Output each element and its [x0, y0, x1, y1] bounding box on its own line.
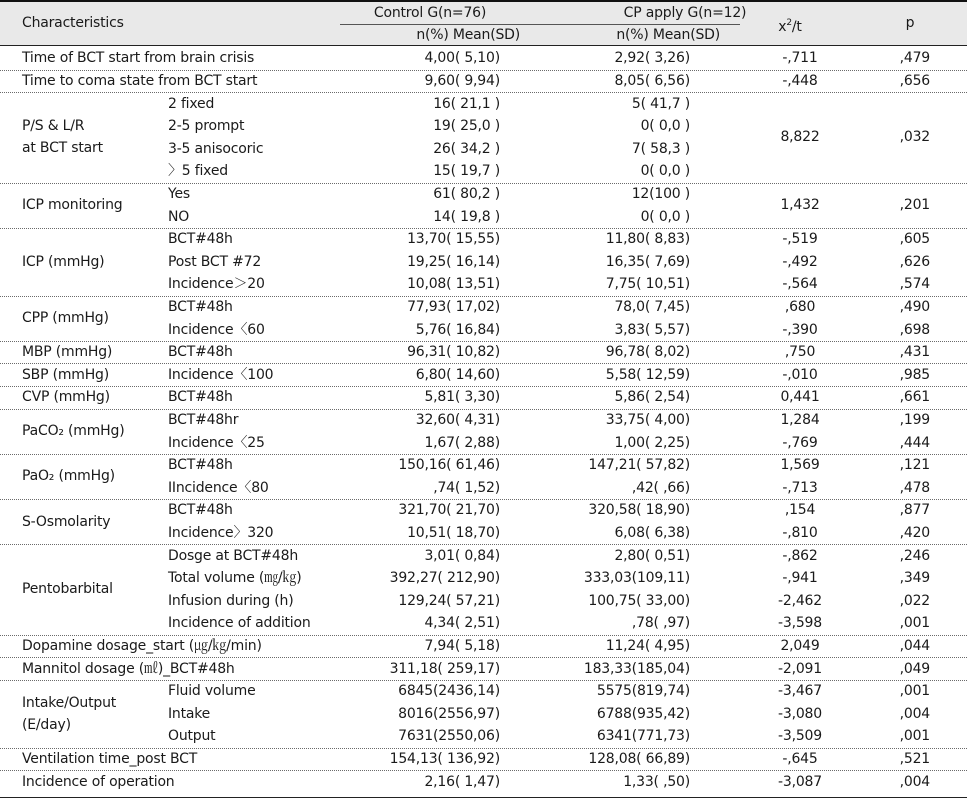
control-value: 311,18( 259,17)	[389, 660, 500, 677]
p-value: ,656	[899, 72, 930, 89]
row-divider	[0, 70, 967, 71]
p-value: ,490	[899, 298, 930, 315]
group-label: SBP (mmHg)	[22, 366, 109, 383]
statistic-value: -2,462	[778, 592, 822, 609]
control-value: 10,51( 18,70)	[407, 524, 500, 541]
p-value: ,626	[899, 253, 930, 270]
row-item-label: Incidence〈100	[168, 366, 274, 383]
row-item-label: BCT#48h	[168, 298, 233, 315]
row-item-label: Output	[168, 728, 216, 745]
cp-value: ,42( ,66)	[631, 479, 690, 496]
cp-value: 8,05( 6,56)	[614, 72, 690, 89]
group-label: ICP monitoring	[22, 197, 123, 214]
cp-value: 7( 58,3 )	[631, 140, 690, 157]
row-item-label: 〉5 fixed	[168, 163, 228, 180]
control-value: 15( 19,7 )	[433, 163, 500, 180]
p-value: ,004	[899, 773, 930, 790]
row-item-label: BCT#48h	[168, 389, 233, 406]
control-value: 10,08( 13,51)	[407, 276, 500, 293]
control-value: 26( 34,2 )	[433, 140, 500, 157]
control-value: 6,80( 14,60)	[415, 366, 500, 383]
row-item-label: BCT#48h	[168, 502, 233, 519]
cp-value: 11,24( 4,95)	[605, 637, 690, 654]
group-label: Ventilation time_post BCT	[22, 750, 198, 767]
row-divider	[0, 748, 967, 749]
cp-value: 6,08( 6,38)	[614, 524, 690, 541]
statistic-value: -,390	[782, 321, 818, 338]
statistic-value: -,941	[782, 570, 818, 587]
cp-value: 147,21( 57,82)	[588, 457, 690, 474]
row-item-label: Incidence＞20	[168, 276, 265, 293]
row-divider	[0, 499, 967, 500]
cp-value: 0( 0,0 )	[640, 208, 690, 225]
cp-value: 96,78( 8,02)	[605, 344, 690, 361]
group-label: PaCO₂ (mmHg)	[22, 423, 125, 440]
row-item-label: Total volume (㎎/㎏)	[168, 570, 302, 587]
header-statistic: $x^2/t$	[778, 18, 802, 35]
cp-value: ,78( ,97)	[631, 615, 690, 632]
control-value: ,74( 1,52)	[433, 479, 500, 496]
p-value: ,877	[899, 502, 930, 519]
row-divider	[0, 228, 967, 229]
row-item-label: Intake	[168, 705, 211, 722]
row-divider	[0, 183, 967, 184]
row-item-label: Incidence〉320	[168, 524, 274, 541]
control-value: 5,81( 3,30)	[424, 389, 500, 406]
control-value: 9,60( 9,94)	[424, 72, 500, 89]
cp-value: 1,33( ,50)	[623, 773, 690, 790]
group-label: at BCT start	[22, 140, 103, 157]
control-value: 77,93( 17,02)	[407, 298, 500, 315]
row-item-label: BCT#48h	[168, 344, 233, 361]
p-value: ,004	[899, 705, 930, 722]
statistic-value: -3,080	[778, 705, 822, 722]
p-value: ,605	[899, 231, 930, 248]
statistic-value: -,713	[782, 479, 818, 496]
statistic-value: 1,432	[780, 197, 820, 214]
control-value: 1,67( 2,88)	[424, 434, 500, 451]
p-value: ,001	[899, 615, 930, 632]
cp-value: 5575(819,74)	[596, 683, 690, 700]
row-item-label: 2-5 prompt	[168, 118, 245, 135]
statistic-value: -,492	[782, 253, 818, 270]
row-item-label: 2 fixed	[168, 95, 215, 112]
cp-value: 6788(935,42)	[596, 705, 690, 722]
control-value: 96,31( 10,82)	[407, 344, 500, 361]
control-value: 61( 80,2 )	[433, 185, 500, 202]
control-value: 14( 19,8 )	[433, 208, 500, 225]
cp-value: 7,75( 10,51)	[605, 276, 690, 293]
group-label: Time of BCT start from brain crisis	[22, 50, 255, 67]
statistic-value: -,645	[782, 750, 818, 767]
cp-value: 0( 0,0 )	[640, 118, 690, 135]
p-value: ,044	[899, 637, 930, 654]
group-label: Pentobarbital	[22, 581, 113, 598]
row-item-label: Infusion during (h)	[168, 592, 294, 609]
group-label: CVP (mmHg)	[22, 389, 110, 406]
control-value: 16( 21,1 )	[433, 95, 500, 112]
row-item-label: Incidence of addition	[168, 615, 311, 632]
control-value: 19,25( 16,14)	[407, 253, 500, 270]
row-item-label: BCT#48h	[168, 457, 233, 474]
statistic-value: 8,822	[780, 129, 820, 146]
cp-value: 100,75( 33,00)	[588, 592, 690, 609]
statistic-value: -,519	[782, 231, 818, 248]
row-divider	[0, 680, 967, 681]
row-divider	[0, 770, 967, 771]
cp-value: 0( 0,0 )	[640, 163, 690, 180]
row-divider	[0, 635, 967, 636]
group-label: P/S & L/R	[22, 118, 85, 135]
group-label: S-Osmolarity	[22, 513, 111, 530]
control-value: 154,13( 136,92)	[389, 750, 500, 767]
group-label: MBP (mmHg)	[22, 344, 113, 361]
row-item-label: Dosge at BCT#48h	[168, 547, 299, 564]
p-value: ,032	[899, 129, 930, 146]
row-divider	[0, 409, 967, 410]
statistic-value: -,769	[782, 434, 818, 451]
p-value: ,431	[899, 344, 930, 361]
cp-value: 320,58( 18,90)	[588, 502, 690, 519]
cp-value: 5,58( 12,59)	[605, 366, 690, 383]
statistic-value: -,711	[782, 50, 818, 67]
control-value: 32,60( 4,31)	[415, 411, 500, 428]
cp-value: 12(100 )	[631, 185, 690, 202]
control-value: 19( 25,0 )	[433, 118, 500, 135]
row-item-label: IIncidence〈80	[168, 479, 269, 496]
p-value: ,199	[899, 411, 930, 428]
p-value: ,201	[899, 197, 930, 214]
statistic-value: -2,091	[778, 660, 822, 677]
p-value: ,521	[899, 750, 930, 767]
statistic-value: -,810	[782, 524, 818, 541]
p-value: ,001	[899, 728, 930, 745]
row-item-label: Yes	[168, 185, 190, 202]
statistic-value: ,154	[784, 502, 816, 519]
group-label: Incidence of operation	[22, 773, 175, 790]
control-value: 321,70( 21,70)	[398, 502, 500, 519]
row-divider	[0, 544, 967, 545]
p-value: ,698	[899, 321, 930, 338]
row-divider	[0, 363, 967, 364]
control-value: 4,00( 5,10)	[424, 50, 500, 67]
p-value: ,479	[899, 50, 930, 67]
group-label: (E/day)	[22, 716, 71, 733]
statistic-value: -,010	[782, 366, 818, 383]
statistic-value: -3,087	[778, 773, 822, 790]
statistic-value: -3,509	[778, 728, 822, 745]
p-value: ,478	[899, 479, 930, 496]
cp-value: 33,75( 4,00)	[605, 411, 690, 428]
row-divider	[0, 341, 967, 342]
control-value: 7,94( 5,18)	[424, 637, 500, 654]
p-value: ,349	[899, 570, 930, 587]
p-value: ,420	[899, 524, 930, 541]
row-item-label: 3-5 anisocoric	[168, 140, 264, 157]
group-label: ICP (mmHg)	[22, 253, 105, 270]
cp-value: 78,0( 7,45)	[614, 298, 690, 315]
cp-value: 6341(771,73)	[596, 728, 690, 745]
cp-value: 2,92( 3,26)	[614, 50, 690, 67]
p-value: ,121	[899, 457, 930, 474]
cp-value: 16,35( 7,69)	[605, 253, 690, 270]
header-group-rule	[340, 24, 740, 25]
statistic-value: 0,441	[780, 389, 820, 406]
top-rule	[0, 0, 967, 2]
statistic-value: -3,467	[778, 683, 822, 700]
p-value: ,022	[899, 592, 930, 609]
statistic-value: 1,569	[780, 457, 820, 474]
p-value: ,574	[899, 276, 930, 293]
statistic-value: -3,598	[778, 615, 822, 632]
group-label: CPP (mmHg)	[22, 310, 109, 327]
statistic-value: ,680	[784, 298, 816, 315]
row-divider	[0, 657, 967, 658]
row-item-label: Incidence〈25	[168, 434, 265, 451]
control-value: 7631(2550,06)	[398, 728, 500, 745]
row-item-label: NO	[168, 208, 190, 225]
p-value: ,049	[899, 660, 930, 677]
statistic-value: -,564	[782, 276, 818, 293]
cp-value: 1,00( 2,25)	[614, 434, 690, 451]
row-item-label: Fluid volume	[168, 683, 256, 700]
statistic-value: 2,049	[780, 637, 820, 654]
cp-value: 2,80( 0,51)	[614, 547, 690, 564]
control-value: 3,01( 0,84)	[424, 547, 500, 564]
statistic-value: -,448	[782, 72, 818, 89]
cp-value: 128,08( 66,89)	[588, 750, 690, 767]
group-label: Dopamine dosage_start (㎍/㎏/min)	[22, 637, 262, 654]
control-value: 5,76( 16,84)	[415, 321, 500, 338]
cp-value: 183,33(185,04)	[583, 660, 690, 677]
group-label: Intake/Output	[22, 694, 117, 711]
group-label: Mannitol dosage (㎖)_BCT#48h	[22, 660, 235, 677]
row-divider	[0, 454, 967, 455]
bottom-rule	[0, 797, 967, 798]
control-value: 392,27( 212,90)	[389, 570, 500, 587]
header-characteristics: Characteristics	[22, 15, 124, 31]
statistic-value: ,750	[784, 344, 816, 361]
cp-value: 333,03(109,11)	[583, 570, 690, 587]
header-control-group: Control G(n=76)	[373, 5, 487, 21]
statistic-value: 1,284	[780, 411, 820, 428]
group-label: PaO₂ (mmHg)	[22, 468, 115, 485]
control-value: 8016(2556,97)	[398, 705, 500, 722]
p-value: ,246	[899, 547, 930, 564]
row-item-label: Post BCT #72	[168, 253, 262, 270]
cp-value: 11,80( 8,83)	[605, 231, 690, 248]
row-divider	[0, 92, 967, 93]
row-item-label: Incidence〈60	[168, 321, 265, 338]
row-divider	[0, 296, 967, 297]
group-label: Time to coma state from BCT start	[22, 72, 258, 89]
header-cp-group: CP apply G(n=12)	[623, 5, 747, 21]
cp-value: 5,86( 2,54)	[614, 389, 690, 406]
cp-value: 3,83( 5,57)	[614, 321, 690, 338]
row-item-label: BCT#48hr	[168, 411, 239, 428]
control-value: 2,16( 1,47)	[424, 773, 500, 790]
header-bottom-rule	[0, 45, 967, 46]
control-value: 6845(2436,14)	[398, 683, 500, 700]
p-value: ,661	[899, 389, 930, 406]
header-cp-sub: n(%) Mean(SD)	[616, 27, 720, 43]
p-value: ,001	[899, 683, 930, 700]
p-value: ,985	[899, 366, 930, 383]
header-p: p	[905, 15, 915, 31]
p-value: ,444	[899, 434, 930, 451]
control-value: 129,24( 57,21)	[398, 592, 500, 609]
control-value: 150,16( 61,46)	[398, 457, 500, 474]
row-item-label: BCT#48h	[168, 231, 233, 248]
control-value: 13,70( 15,55)	[407, 231, 500, 248]
control-value: 4,34( 2,51)	[424, 615, 500, 632]
statistic-value: -,862	[782, 547, 818, 564]
cp-value: 5( 41,7 )	[631, 95, 690, 112]
header-control-sub: n(%) Mean(SD)	[416, 27, 520, 43]
row-divider	[0, 386, 967, 387]
